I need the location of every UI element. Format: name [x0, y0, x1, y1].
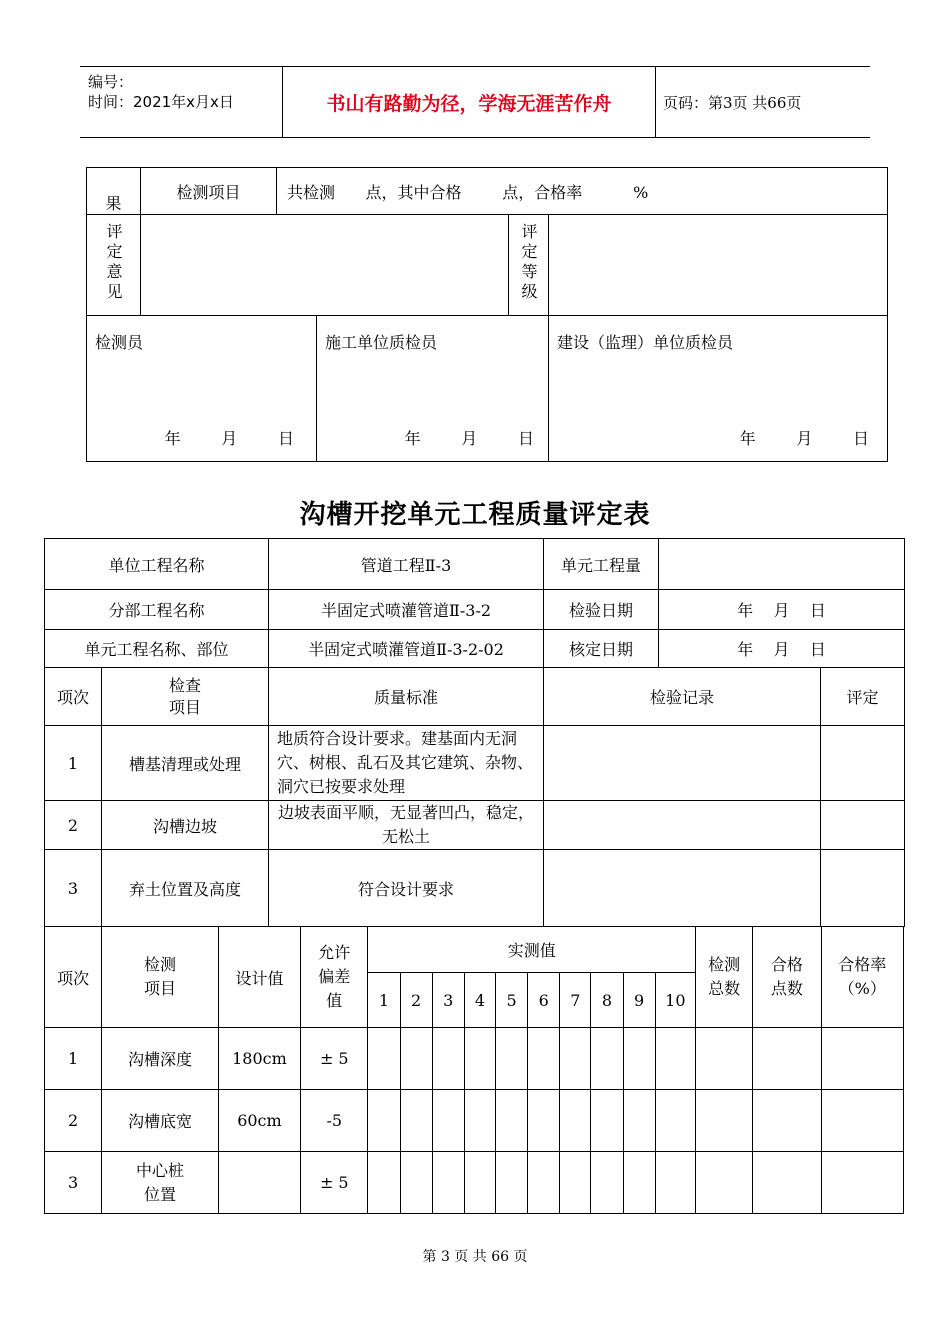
- check-standard: 符合设计要求: [269, 850, 544, 927]
- check-item: 沟槽边坡: [102, 801, 269, 850]
- table-row: [45, 850, 905, 927]
- inspect-date-label: 检验日期: [544, 590, 659, 630]
- check-item: 弃土位置及高度: [102, 850, 269, 927]
- check-grade: [821, 726, 905, 801]
- sub-project-label: 分部工程名称: [45, 590, 269, 630]
- measure-item: 中心桩 位置: [102, 1152, 219, 1214]
- unit-project-value: 管道工程Ⅱ-3: [269, 539, 544, 590]
- measure-item: 沟槽深度: [102, 1028, 219, 1090]
- check-grade: [821, 850, 905, 927]
- element-value: 半固定式喷灌管道Ⅱ-3-2-02: [269, 630, 544, 668]
- measure-table: [44, 926, 904, 1214]
- contractor-date: 年 月 日: [404, 429, 534, 448]
- check-item-header: 检查 项目: [102, 668, 269, 726]
- measure-item: 沟槽底宽: [102, 1090, 219, 1152]
- check-standard: 边坡表面平顺，无显著凹凸，稳定，无松土: [269, 801, 544, 850]
- point-header: 5: [495, 973, 527, 1028]
- grade-value: [549, 215, 888, 316]
- measure-no: 1: [45, 1028, 102, 1090]
- owner-date: 年 月 日: [739, 429, 870, 448]
- verify-date-label: 核定日期: [544, 630, 659, 668]
- check-no: 3: [45, 850, 102, 927]
- measure-tolerance: ± 5: [301, 1028, 368, 1090]
- header-motto-cell: [282, 67, 656, 137]
- measure-item-header: 检测 项目: [102, 927, 219, 1028]
- point-header: 4: [464, 973, 495, 1028]
- tolerance-header: 允许 偏差 值: [301, 927, 368, 1028]
- measure-design: 180cm: [218, 1028, 300, 1090]
- grade-label: 评定等级: [519, 223, 538, 303]
- sub-project-value: 半固定式喷灌管道Ⅱ-3-2: [269, 590, 544, 630]
- inspector-cell: [87, 316, 317, 462]
- inspector-date: 年 月 日: [164, 429, 294, 448]
- unit-project-label: 单位工程名称: [45, 539, 269, 590]
- measure-no: 3: [45, 1152, 102, 1214]
- pass-count-header: 合格 点数: [753, 927, 821, 1028]
- point-header: 2: [400, 973, 432, 1028]
- check-no: 2: [45, 801, 102, 850]
- measure-no-header: 项次: [45, 927, 102, 1028]
- owner-cell: [549, 316, 888, 462]
- measure-tolerance: ± 5: [301, 1152, 368, 1214]
- table-row: [45, 801, 905, 850]
- point-header: 10: [655, 973, 695, 1028]
- table-row: [45, 1028, 904, 1090]
- header-meta: [80, 67, 282, 137]
- grade-header: 评定: [821, 668, 905, 726]
- record-header: 检验记录: [544, 668, 821, 726]
- contractor-cell: [317, 316, 549, 462]
- pass-rate-header: 合格率 （%）: [821, 927, 903, 1028]
- result-table: [86, 167, 888, 462]
- contractor-label: 施工单位质检员: [325, 333, 438, 352]
- check-table: [44, 538, 905, 927]
- check-record: [544, 850, 821, 927]
- total-header: 检测 总数: [695, 927, 752, 1028]
- detect-stats-text: 共检测 点，其中合格 点，合格率 %: [287, 182, 649, 202]
- table-row: [45, 1152, 904, 1214]
- unit-quantity-value: [659, 539, 905, 590]
- unit-quantity-label: 单元工程量: [544, 539, 659, 590]
- check-record: [544, 801, 821, 850]
- standard-header: 质量标准: [269, 668, 544, 726]
- check-standard: 地质符合设计要求。建基面内无洞穴、树根、乱石及其它建筑、杂物、洞穴已按要求处理: [269, 726, 544, 801]
- opinion-value: [141, 215, 509, 316]
- measure-design: [218, 1152, 300, 1214]
- element-label: 单元工程名称、部位: [45, 630, 269, 668]
- point-header: 3: [432, 973, 464, 1028]
- opinion-label-cell: [87, 215, 141, 316]
- check-grade: [821, 801, 905, 850]
- point-header: 9: [623, 973, 655, 1028]
- check-no-header: 项次: [45, 668, 102, 726]
- page-info: 页码：第3页 共66页: [663, 93, 802, 112]
- table-row: [45, 726, 905, 801]
- page-header: [80, 66, 870, 138]
- check-record: [544, 726, 821, 801]
- detect-item-label: 检测项目: [141, 168, 277, 215]
- point-header: 1: [368, 973, 400, 1028]
- measured-header: 实测值: [368, 927, 696, 973]
- grade-label-cell: [509, 215, 549, 316]
- measure-no: 2: [45, 1090, 102, 1152]
- inspect-date-value: 年 月 日: [659, 590, 905, 630]
- result-label: 果: [87, 168, 141, 215]
- verify-date-value: 年 月 日: [659, 630, 905, 668]
- point-header: 6: [528, 973, 560, 1028]
- measure-tolerance: -5: [301, 1090, 368, 1152]
- number-label: 编号：: [88, 73, 134, 91]
- check-item: 槽基清理或处理: [102, 726, 269, 801]
- check-no: 1: [45, 726, 102, 801]
- measure-design: 60cm: [218, 1090, 300, 1152]
- page-footer: 第 3 页 共 66 页: [422, 1249, 528, 1265]
- motto: 书山有路勤为径，学海无涯苦作舟: [326, 92, 612, 115]
- point-header: 7: [560, 973, 591, 1028]
- time-label: 时间：2021年x月x日: [88, 93, 234, 111]
- point-header: 8: [591, 973, 623, 1028]
- form-title: 沟槽开挖单元工程质量评定表: [299, 500, 651, 530]
- inspector-label: 检测员: [95, 333, 144, 352]
- detect-stats: [277, 168, 888, 215]
- opinion-label: 评定意见: [104, 223, 123, 303]
- design-header: 设计值: [218, 927, 300, 1028]
- table-row: [45, 1090, 904, 1152]
- owner-label: 建设（监理）单位质检员: [557, 333, 734, 352]
